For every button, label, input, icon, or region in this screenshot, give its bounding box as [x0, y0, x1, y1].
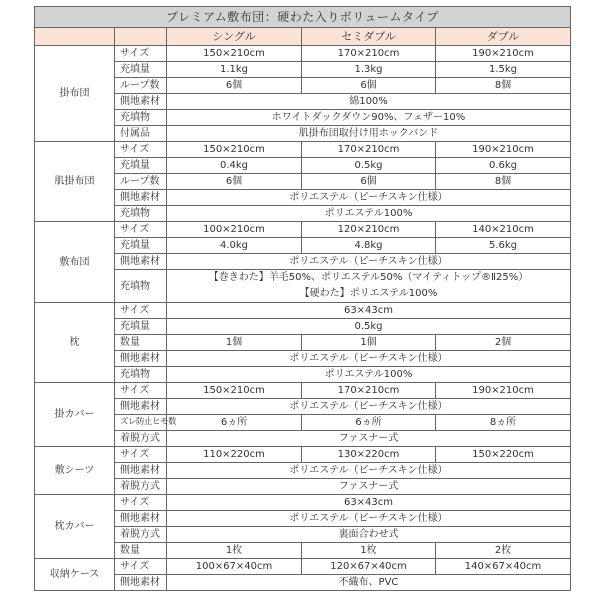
item-label-cell: 側地素材	[115, 190, 167, 206]
value-cell: 6ヵ所	[167, 415, 302, 431]
category-cell: 敷布団	[35, 222, 115, 303]
value-cell-merged: ホワイトダックダウン90%、フェザー10%	[167, 110, 571, 126]
table-row	[35, 463, 571, 479]
value-cell-merged: ポリエステル（ピーチスキン仕様）	[167, 190, 571, 206]
item-label-cell: 着脱方式	[115, 479, 167, 495]
table-row	[35, 46, 571, 62]
table-row	[35, 270, 571, 303]
header-single: シングル	[167, 28, 302, 46]
item-label-cell: 充填物	[115, 206, 167, 222]
header-row	[35, 28, 571, 46]
value-cell-merged: ポリエステル（ピーチスキン仕様）	[167, 351, 571, 367]
item-label-cell: 側地素材	[115, 351, 167, 367]
table-row	[35, 62, 571, 78]
table-row	[35, 254, 571, 270]
item-label-cell: 側地素材	[115, 94, 167, 110]
value-cell: 8ヵ所	[436, 415, 571, 431]
value-cell-merged: 肌掛布団取付け用ホックバンド	[167, 126, 571, 142]
value-cell: 1.1kg	[167, 62, 302, 78]
value-cell: 1.3kg	[302, 62, 436, 78]
value-cell: 130×220cm	[302, 447, 436, 463]
value-cell: 140×210cm	[436, 222, 571, 238]
category-cell: 掛カバー	[35, 383, 115, 447]
value-cell-merged: ポリエステル100%	[167, 367, 571, 383]
item-label-cell: 充填物	[115, 110, 167, 126]
table-row	[35, 447, 571, 463]
value-cell-merged: ポリエステル（ピーチスキン仕様）	[167, 463, 571, 479]
table-row	[35, 238, 571, 254]
item-label-cell: 付属品	[115, 126, 167, 142]
category-cell: 肌掛布団	[35, 142, 115, 222]
table-row	[35, 415, 571, 431]
value-cell: 8個	[436, 78, 571, 94]
item-label-cell: ズレ防止ヒモ数	[115, 415, 167, 431]
value-cell: 140×67×40cm	[436, 559, 571, 575]
category-cell: 収納ケース	[35, 559, 115, 591]
item-label-cell: 数量	[115, 543, 167, 559]
table-row	[35, 527, 571, 543]
item-label-cell: 充填量	[115, 238, 167, 254]
item-label-cell: サイズ	[115, 495, 167, 511]
value-cell-merged: ファスナー式	[167, 479, 571, 495]
table-row	[35, 543, 571, 559]
value-cell-merged: 63×43cm	[167, 303, 571, 319]
value-line: 【巻きわた】羊毛50%、ポリエステル50%（マイティトップ®Ⅱ25%）	[208, 272, 529, 283]
value-cell-merged: 63×43cm	[167, 495, 571, 511]
table-title: プレミアム敷布団：硬わた入りボリュームタイプ	[35, 7, 571, 28]
item-label-cell: ループ数	[115, 174, 167, 190]
value-cell: 1.5kg	[436, 62, 571, 78]
value-cell: 5.6kg	[436, 238, 571, 254]
value-cell: 6個	[167, 78, 302, 94]
table-row	[35, 559, 571, 575]
value-cell: 4.8kg	[302, 238, 436, 254]
value-cell: 170×210cm	[302, 46, 436, 62]
value-cell: 120×67×40cm	[302, 559, 436, 575]
table-row	[35, 222, 571, 238]
value-cell: 100×210cm	[167, 222, 302, 238]
item-label-cell: サイズ	[115, 46, 167, 62]
item-label-cell: 側地素材	[115, 254, 167, 270]
value-cell: 120×210cm	[302, 222, 436, 238]
header-blank-category	[35, 28, 115, 46]
value-cell: 1個	[302, 335, 436, 351]
item-label-cell: 着脱方式	[115, 527, 167, 543]
item-label-cell: 側地素材	[115, 575, 167, 591]
value-cell: 190×210cm	[436, 46, 571, 62]
value-cell: 0.5kg	[302, 158, 436, 174]
table-row	[35, 399, 571, 415]
value-cell-merged: ポリエステル100%	[167, 206, 571, 222]
header-blank-item	[115, 28, 167, 46]
table-row	[35, 335, 571, 351]
item-label-cell: サイズ	[115, 142, 167, 158]
table-row	[35, 495, 571, 511]
value-cell: 150×210cm	[167, 383, 302, 399]
value-cell: 1枚	[167, 543, 302, 559]
value-cell-merged	[167, 270, 571, 303]
value-cell-merged: ポリエステル（ピーチスキン仕様）	[167, 399, 571, 415]
item-label-cell: 側地素材	[115, 463, 167, 479]
table-row	[35, 206, 571, 222]
value-cell: 4.0kg	[167, 238, 302, 254]
table-row	[35, 367, 571, 383]
item-label-cell: ループ数	[115, 78, 167, 94]
value-cell: 150×210cm	[167, 46, 302, 62]
item-label-cell: 充填量	[115, 158, 167, 174]
item-label-cell: 着脱方式	[115, 431, 167, 447]
table-row	[35, 431, 571, 447]
value-cell-merged: 綿100%	[167, 94, 571, 110]
value-cell-merged: 0.5kg	[167, 319, 571, 335]
table-row	[35, 142, 571, 158]
table-row	[35, 511, 571, 527]
item-label-cell: 充填量	[115, 62, 167, 78]
value-cell: 170×210cm	[302, 142, 436, 158]
category-cell: 掛布団	[35, 46, 115, 142]
table-row	[35, 158, 571, 174]
value-cell: 110×220cm	[167, 447, 302, 463]
value-cell: 190×210cm	[436, 383, 571, 399]
item-label-cell: サイズ	[115, 383, 167, 399]
table-row	[35, 383, 571, 399]
value-cell: 0.6kg	[436, 158, 571, 174]
value-cell: 150×220cm	[436, 447, 571, 463]
table-row	[35, 110, 571, 126]
value-cell: 6ヵ所	[302, 415, 436, 431]
value-cell: 2個	[436, 335, 571, 351]
table-row	[35, 575, 571, 591]
value-cell-merged: ポリエステル（ピーチスキン仕様）	[167, 254, 571, 270]
item-label-cell: 側地素材	[115, 511, 167, 527]
value-cell: 1枚	[302, 543, 436, 559]
table-row	[35, 303, 571, 319]
item-label-cell: サイズ	[115, 447, 167, 463]
value-cell: 6個	[302, 174, 436, 190]
value-line: 【硬わた】ポリエステル100%	[299, 288, 438, 299]
table-row	[35, 94, 571, 110]
spec-table	[34, 6, 571, 591]
title-row	[35, 7, 571, 28]
value-cell: 1個	[167, 335, 302, 351]
item-label-cell: 充填量	[115, 319, 167, 335]
value-cell: 170×210cm	[302, 383, 436, 399]
item-label-cell: サイズ	[115, 559, 167, 575]
category-cell: 枕カバー	[35, 495, 115, 559]
value-cell: 190×210cm	[436, 142, 571, 158]
value-cell: 6個	[167, 174, 302, 190]
table-row	[35, 479, 571, 495]
value-cell-merged: ポリエステル（ピーチスキン仕様）	[167, 511, 571, 527]
value-cell: 8個	[436, 174, 571, 190]
table-row	[35, 351, 571, 367]
item-label-cell: サイズ	[115, 303, 167, 319]
table-row	[35, 78, 571, 94]
header-semi-double: セミダブル	[302, 28, 436, 46]
item-label-cell: サイズ	[115, 222, 167, 238]
header-double: ダブル	[436, 28, 571, 46]
item-label-cell: 充填物	[115, 270, 167, 303]
value-cell: 6個	[302, 78, 436, 94]
value-cell: 0.4kg	[167, 158, 302, 174]
value-cell: 100×67×40cm	[167, 559, 302, 575]
category-cell: 枕	[35, 303, 115, 383]
item-label-cell: 充填物	[115, 367, 167, 383]
value-cell-merged: 不織布、PVC	[167, 575, 571, 591]
value-cell: 150×210cm	[167, 142, 302, 158]
table-row	[35, 126, 571, 142]
item-label-cell: 側地素材	[115, 399, 167, 415]
table-row	[35, 319, 571, 335]
item-label-cell: 数量	[115, 335, 167, 351]
value-cell-merged: ファスナー式	[167, 431, 571, 447]
table-row	[35, 174, 571, 190]
value-cell: 2枚	[436, 543, 571, 559]
table-row	[35, 190, 571, 206]
category-cell: 敷シーツ	[35, 447, 115, 495]
value-cell-merged: 裏面合わせ式	[167, 527, 571, 543]
spec-table-body	[35, 7, 571, 591]
